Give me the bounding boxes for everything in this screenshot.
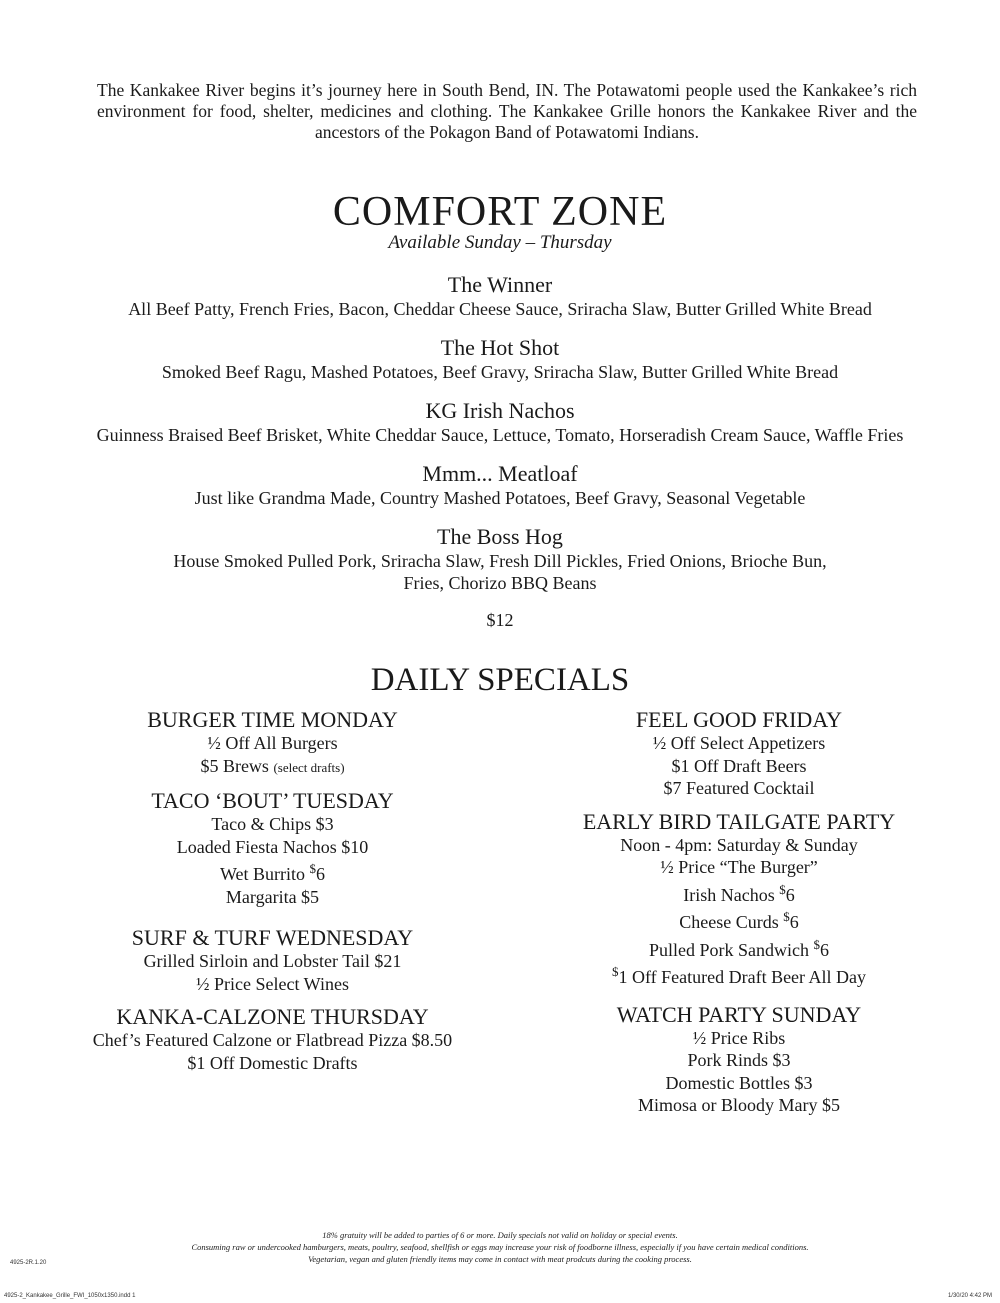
special-line-text: 1 Off Featured Draft Beer All Day [618, 967, 867, 987]
special-tailgate [525, 810, 953, 989]
special-title: TACO ‘BOUT’ TUESDAY [151, 788, 394, 813]
menu-item-the-hot-shot [0, 335, 1000, 383]
special-line [525, 879, 953, 907]
menu-item-kg-irish-nachos [0, 398, 1000, 446]
daily-specials-title: DAILY SPECIALS [370, 662, 630, 698]
footer-line: Vegetarian, vegan and gluten friendly items may come in contact with meat prodcuts during the cooking process. [308, 1254, 692, 1264]
special-line: Noon - 4pm: Saturday & Sunday [620, 834, 858, 855]
footer-line: Consuming raw or undercooked hamburgers, meats, poultry, seafood, shellfish or eggs may increase your risk of foodborne illness, especially if you have certain medical conditions. [191, 1242, 809, 1252]
menu-item-the-boss-hog [0, 524, 1000, 594]
special-title: BURGER TIME MONDAY [147, 707, 398, 732]
special-line-price: 6 [789, 912, 799, 932]
intro-paragraph: The Kankakee River begins it’s journey here in South Bend, IN. The Potawatomi people used the Kankakee’s rich environment for food, shelter, medicines and clothing. The Kankakee Grille honors the Kankakee River and the ancestors of the Pokagon Band of Potawatomi Indians. [97, 80, 917, 142]
menu-item-name: KG Irish Nachos [425, 398, 575, 423]
menu-item-name: Mmm... Meatloaf [422, 461, 578, 486]
special-note: (select drafts) [273, 759, 345, 775]
dollar-superscript: $ [783, 909, 790, 924]
special-title: WATCH PARTY SUNDAY [616, 1001, 862, 1027]
special-line: Taco & Chips $3 [211, 814, 334, 834]
special-line: $1 Off Domestic Drafts [187, 1052, 358, 1073]
menu-item-name: The Boss Hog [437, 524, 563, 549]
menu-item-description: Just like Grandma Made, Country Mashed Potatoes, Beef Gravy, Seasonal Vegetable [194, 488, 806, 508]
special-line-text: Wet Burrito [219, 864, 310, 884]
footer-line: 18% gratuity will be added to parties of 6 or more. Daily specials not valid on holiday or special events. [322, 1230, 678, 1240]
menu-item-description: Fries, Chorizo BBQ Beans [403, 573, 597, 593]
menu-item-description: Guinness Braised Beef Brisket, White Cheddar Sauce, Lettuce, Tomato, Horseradish Cream Sauce, Waffle Fries [96, 425, 904, 445]
special-line-text: Pulled Pork Sandwich [649, 939, 814, 960]
dollar-superscript: $ [813, 936, 820, 952]
special-title: SURF & TURF WEDNESDAY [131, 925, 414, 950]
special-wednesday [60, 926, 485, 995]
special-sunday [525, 1003, 953, 1117]
special-line [525, 934, 953, 962]
menu-item-name: The Winner [447, 272, 553, 297]
special-line: $7 Featured Cocktail [663, 778, 815, 798]
comfort-zone-subtitle: Available Sunday – Thursday [388, 232, 612, 253]
special-line: Domestic Bottles $3 [665, 1072, 813, 1093]
print-slug-file: 4925-2_Kankakee_Grille_FWI_1050x1350.indd 1 [4, 1293, 136, 1299]
special-line: Chef’s Featured Calzone or Flatbread Pizza $8.50 [92, 1030, 453, 1050]
special-monday [60, 708, 485, 779]
menu-item-meatloaf [0, 461, 1000, 509]
special-line-text: Cheese Curds [679, 912, 784, 932]
special-line: Margarita $5 [225, 886, 320, 907]
special-line: ½ Off Select Appetizers [652, 733, 826, 753]
footer-disclaimer [0, 1229, 1000, 1265]
special-line [525, 961, 953, 989]
dollar-superscript: $ [309, 861, 317, 876]
special-line-text: $5 Brews [200, 755, 269, 776]
menu-item-description: House Smoked Pulled Pork, Sriracha Slaw, Fresh Dill Pickles, Fried Onions, Brioche Bun, [173, 551, 827, 571]
menu-item-name: The Hot Shot [440, 335, 560, 360]
special-title: FEEL GOOD FRIDAY [635, 707, 843, 732]
comfort-zone-title: COMFORT ZONE [332, 189, 668, 235]
special-line: ½ Price “The Burger” [660, 857, 818, 877]
special-line [525, 906, 953, 934]
comfort-zone-price: $12 [486, 610, 514, 630]
special-line-price: 6 [820, 939, 829, 960]
print-slug-timestamp: 1/30/20 4:42 PM [947, 1293, 992, 1299]
special-title: EARLY BIRD TAILGATE PARTY [582, 808, 896, 834]
print-code: 4925-2R.1.20 [10, 1260, 47, 1266]
special-line: ½ Price Ribs [692, 1027, 786, 1048]
special-friday [525, 708, 953, 800]
specials-left-column [60, 708, 485, 1084]
menu-item-description: All Beef Patty, French Fries, Bacon, Cheddar Cheese Sauce, Sriracha Slaw, Butter Grilled White Bread [128, 299, 872, 319]
special-line-price: 6 [785, 884, 795, 905]
special-tuesday [60, 789, 485, 908]
menu-item-description: Smoked Beef Ragu, Mashed Potatoes, Beef Gravy, Sriracha Slaw, Butter Grilled White Bread [161, 362, 839, 382]
special-line [60, 858, 485, 886]
special-line [60, 755, 485, 780]
dollar-superscript: $ [611, 964, 619, 979]
special-line-text: Irish Nachos [683, 884, 780, 905]
special-line: ½ Off All Burgers [207, 733, 338, 753]
special-thursday [60, 1005, 485, 1074]
dollar-superscript: $ [779, 881, 786, 897]
special-line: Mimosa or Bloody Mary $5 [638, 1095, 840, 1115]
specials-right-column [525, 708, 953, 1127]
special-line: $1 Off Draft Beers [671, 755, 807, 776]
special-line: Loaded Fiesta Nachos $10 [176, 836, 369, 857]
special-line-price: 6 [316, 864, 326, 884]
special-line: ½ Price Select Wines [196, 973, 349, 994]
special-line: Pork Rinds $3 [687, 1050, 791, 1070]
menu-item-the-winner [0, 272, 1000, 320]
special-line: Grilled Sirloin and Lobster Tail $21 [143, 951, 402, 971]
special-title: KANKA-CALZONE THURSDAY [116, 1004, 429, 1029]
